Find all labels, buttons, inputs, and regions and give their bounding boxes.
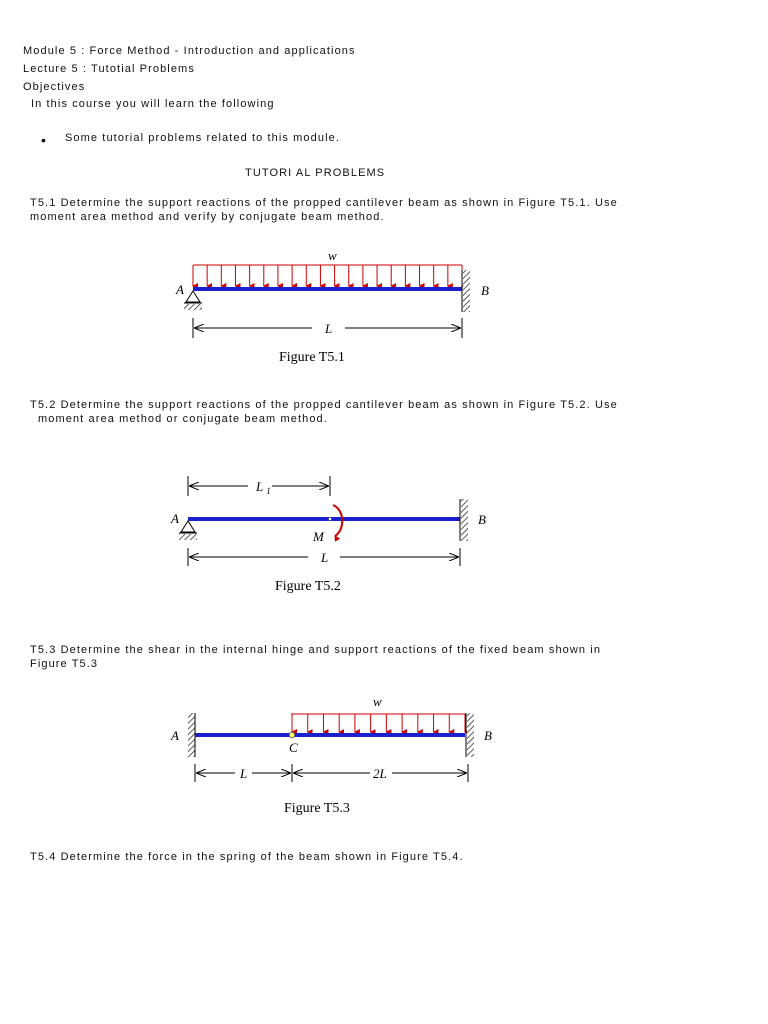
moment-distance-label [255,479,271,496]
objectives-heading: Objectives [23,81,86,93]
figure-t5-2 [170,476,486,594]
span-label: L [325,321,333,336]
module-title: Module 5 : Force Method - Introduction and applications [23,45,356,57]
internal-hinge-icon [289,732,295,738]
span-dimension [193,318,462,338]
hinge-label: C [289,740,298,755]
lecture-title: Lecture 5 : Tutotial Problems [23,63,195,75]
figure-t5-3 [170,694,492,816]
fixed-wall-icon [460,499,468,541]
pin-support-icon [179,521,197,540]
load-label: w [328,248,337,263]
support-label-a: A [171,728,179,743]
support-label-b: B [481,283,489,298]
problem-t5-2-line-1: T5.2 Determine the support reactions of the propped cantilever beam as shown in Figure T5.2. Use [30,399,618,411]
subscript: 1 [266,486,271,496]
right-segment-label: 2L [373,766,387,781]
support-label-a: A [176,282,184,297]
pin-support-icon [184,291,202,310]
bullet-icon: • [41,132,46,148]
problem-t5-2-line-2: moment area method or conjugate beam method. [38,413,328,425]
problem-t5-1-line-2: moment area method and verify by conjugate beam method. [30,211,385,223]
figure-t5-1 [175,248,489,365]
segment-dimensions [195,764,468,782]
objectives-intro: In this course you will learn the following [31,98,275,110]
distributed-load [291,714,465,732]
span-dimension [188,548,460,566]
moment-label: M [313,529,324,544]
problem-t5-3-line-1: T5.3 Determine the shear in the internal hinge and support reactions of the fixed beam shown in [30,644,602,656]
problem-t5-1-line-1: T5.1 Determine the support reactions of the propped cantilever beam as shown in Figure T5.1. Use [30,197,618,209]
fixed-wall-right-icon [466,713,474,757]
load-label: w [373,694,382,709]
figure-caption: Figure T5.3 [284,801,350,816]
fixed-wall-icon [462,270,470,312]
distributed-load [193,265,462,286]
fixed-wall-left-icon [188,713,195,757]
section-title: TUTORI AL PROBLEMS [245,167,386,179]
moment-distance-label-text: L [256,479,263,494]
problem-t5-4-line-1: T5.4 Determine the force in the spring of the beam shown in Figure T5.4. [30,851,464,863]
figure-caption: Figure T5.2 [275,579,341,594]
problem-t5-3-line-2: Figure T5.3 [30,658,99,670]
support-label-b: B [478,512,486,527]
left-segment-label: L [240,766,248,781]
moment-distance-dimension [188,476,330,496]
support-label-a: A [171,511,179,526]
objective-item: Some tutorial problems related to this module. [65,132,340,144]
support-label-b: B [484,728,492,743]
figure-caption: Figure T5.1 [279,350,345,365]
span-label: L [321,550,329,565]
